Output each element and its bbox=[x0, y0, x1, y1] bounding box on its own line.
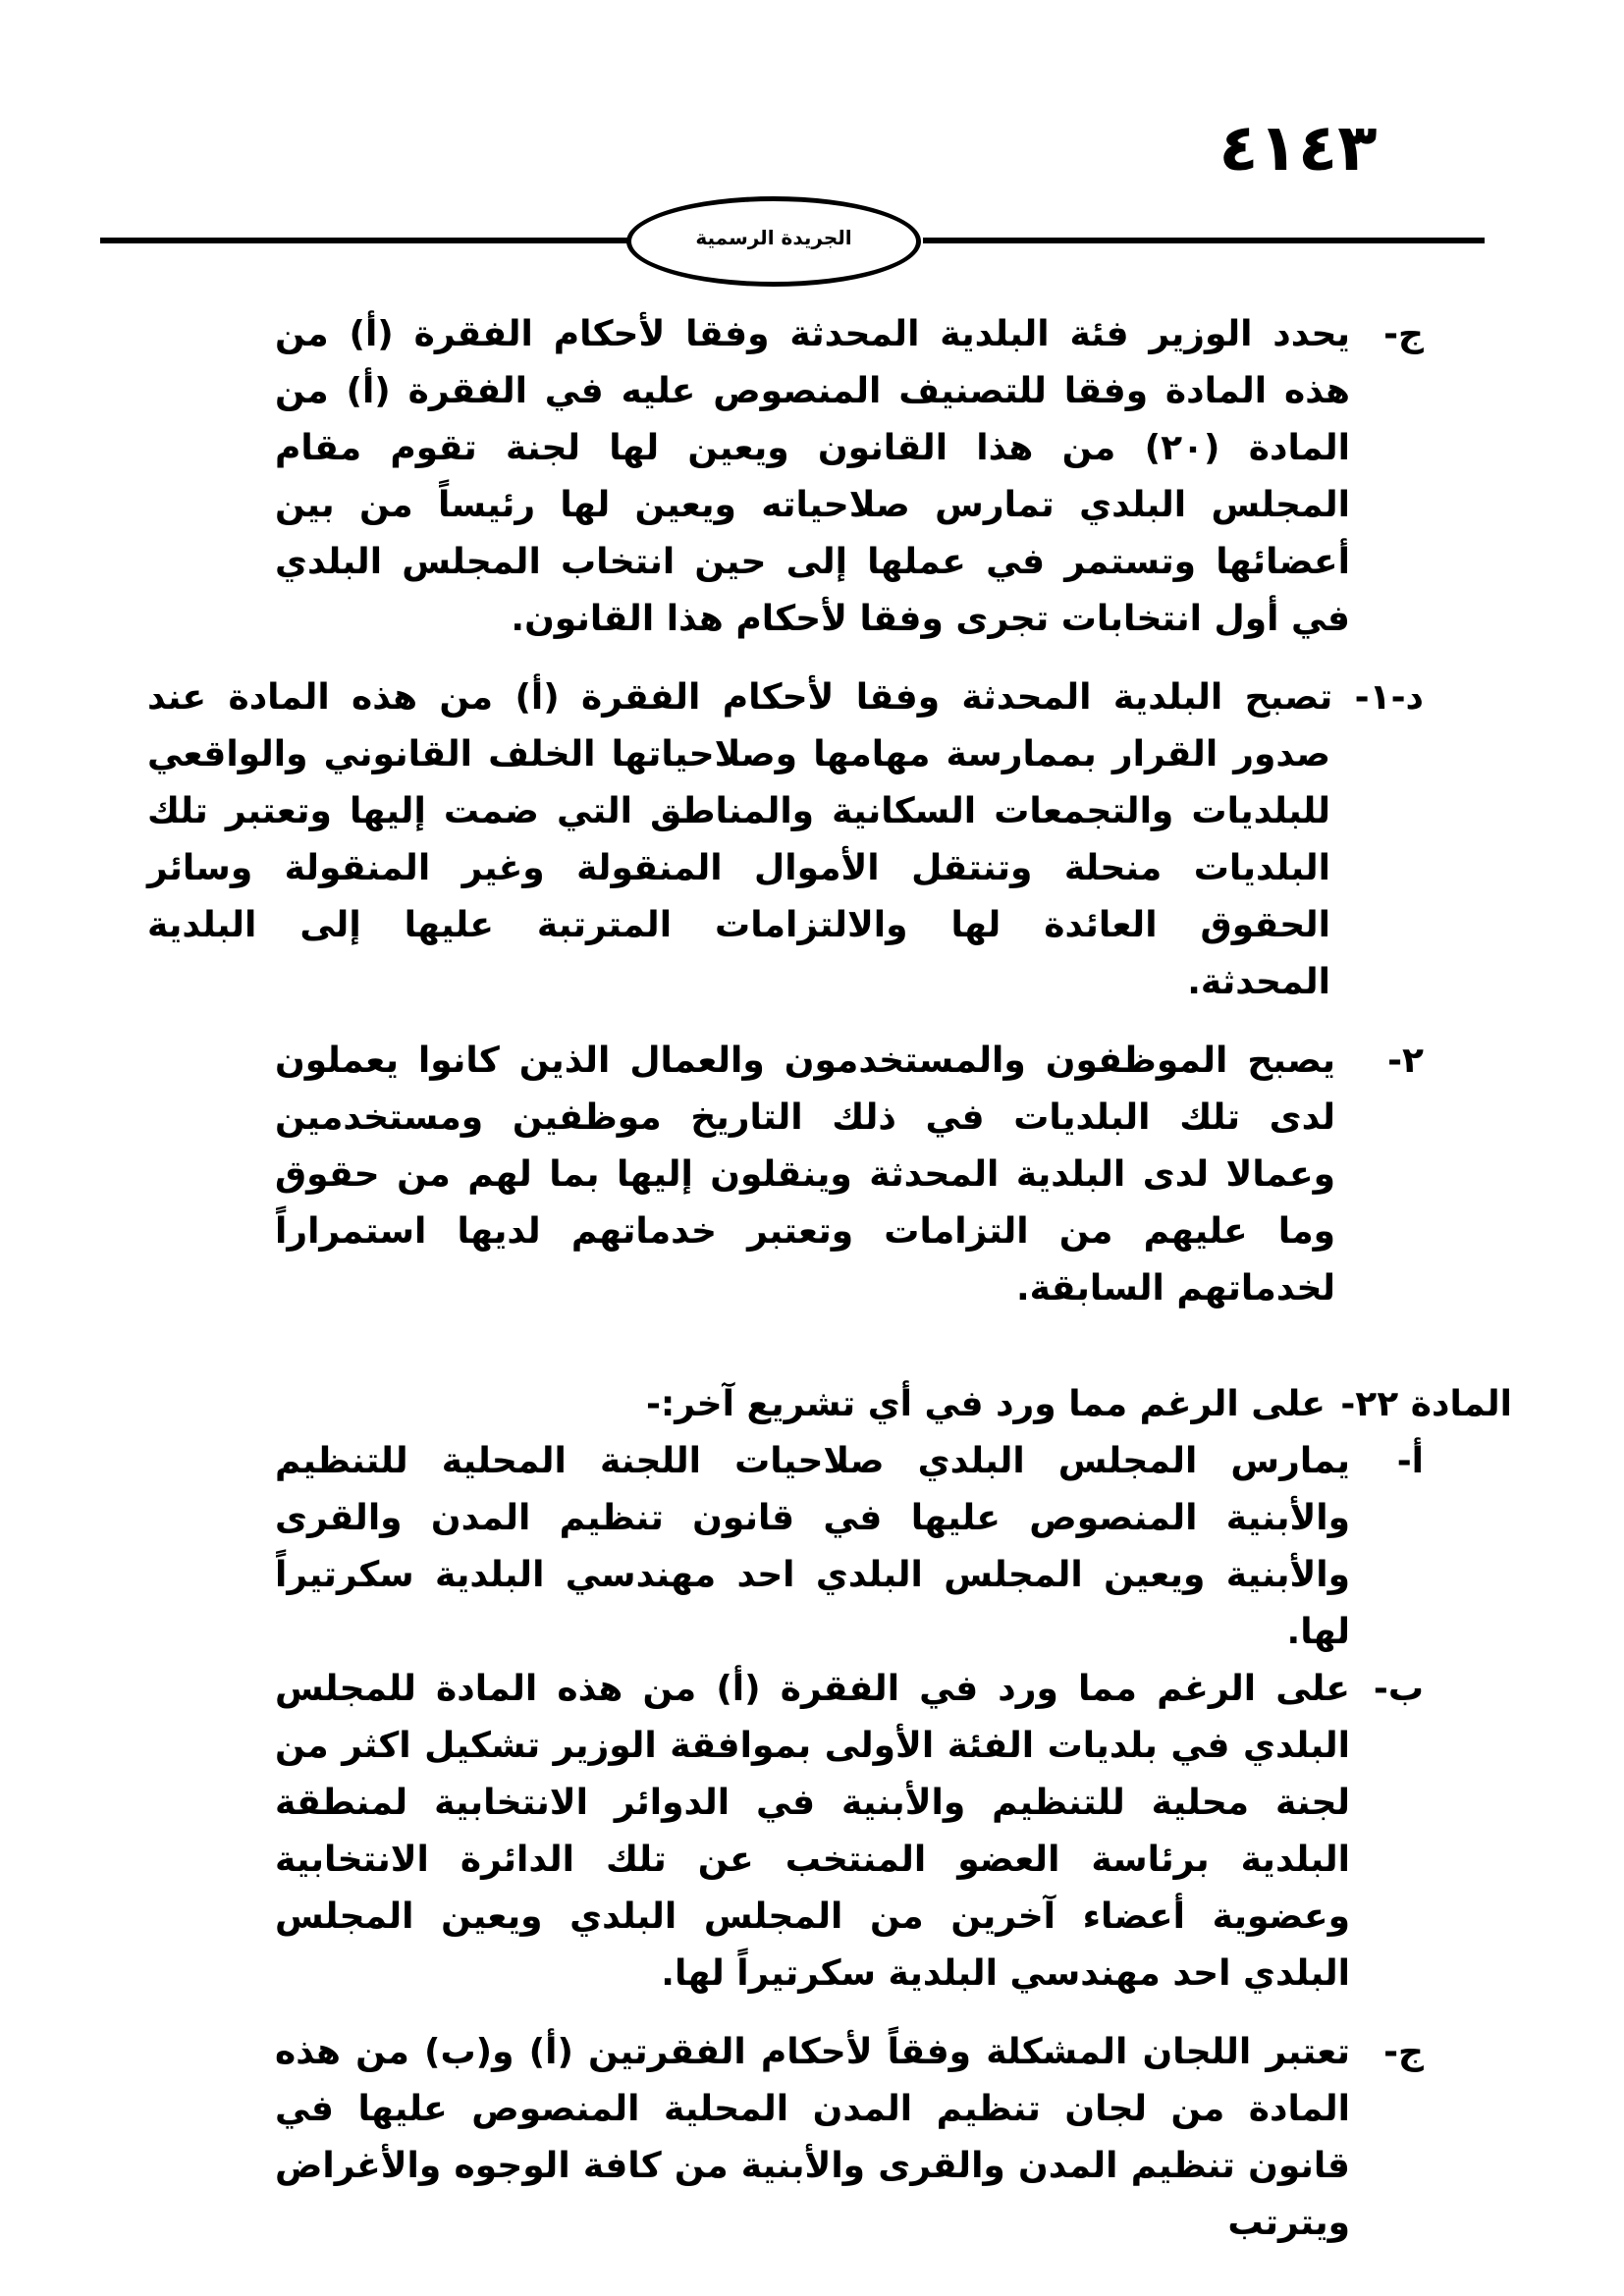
paragraph-b bbox=[147, 1661, 1424, 2002]
article-label: المادة ٢٢- bbox=[1340, 1384, 1512, 1424]
paragraph-j1 bbox=[147, 306, 1424, 648]
paragraph-a bbox=[147, 1433, 1424, 1661]
paragraph-text: على الرغم مما ورد في الفقرة (أ) من هذه المادة للمجلس البلدي في بلديات الفئة الأولى بموافقة الوزير تشكيل اكثر من لجنة محلية للتنظيم والأبنية في الدوائر الانتخابية لمنطقة البلدية برئاسة العضو المنتخب عن تلك الدائرة الانتخابية وعضوية أعضاء آخرين من المجلس البلدي ويعين المجلس البلدي احد مهندسي البلدية سكرتيراً لها. bbox=[275, 1669, 1350, 1994]
article-intro: على الرغم مما ورد في أي تشريع آخر:- bbox=[645, 1384, 1326, 1424]
paragraph-d2 bbox=[147, 1033, 1424, 1317]
paragraph-marker: ج- bbox=[1383, 314, 1424, 354]
paragraph-text: يمارس المجلس البلدي صلاحيات اللجنة المحلية للتنظيم والأبنية المنصوص عليها في قانون تنظيم المدن والقرى والأبنية ويعين المجلس البلدي احد مهندسي البلدية سكرتيراً لها. bbox=[275, 1441, 1350, 1652]
gazette-title: الجريدة الرسمية bbox=[695, 226, 852, 249]
page-number: ٤١٤٣ bbox=[1218, 110, 1378, 186]
header-rule-left bbox=[100, 238, 630, 243]
paragraph-marker: ج- bbox=[1383, 2032, 1424, 2072]
paragraph-marker: د-١- bbox=[1354, 677, 1424, 718]
paragraph-j2 bbox=[147, 2024, 1424, 2252]
paragraph-text: يحدد الوزير فئة البلدية المحدثة وفقا لأحكام الفقرة (أ) من هذه المادة وفقا للتصنيف المنصوص عليه في الفقرة (أ) من المادة (٢٠) من هذا القانون ويعين لها لجنة تقوم مقام المجلس البلدي تمارس صلاحياته ويعين لها رئيساً من بين أعضائها وتستمر في عملها إلى حين انتخاب المجلس البلدي في أول انتخابات تجرى وفقا لأحكام هذا القانون. bbox=[275, 314, 1350, 639]
paragraph-marker: ب- bbox=[1373, 1669, 1424, 1709]
header-rule-right bbox=[923, 238, 1485, 243]
paragraph-marker: ٢- bbox=[1387, 1041, 1424, 1081]
article-22-heading bbox=[147, 1376, 1512, 1433]
document-body bbox=[147, 306, 1512, 2252]
paragraph-text: تصبح البلدية المحدثة وفقا لأحكام الفقرة (أ) من هذه المادة عند صدور القرار بممارسة مهامها وصلاحياتها الخلف القانوني والواقعي للبلديات والتجمعات السكانية والمناطق التي ضمت إليها وتعتبر تلك البلديات منحلة وتنتقل الأموال المنقولة وغير المنقولة وسائر الحقوق العائدة لها والالتزامات المترتبة عليها إلى البلدية المحدثة. bbox=[147, 677, 1333, 1002]
paragraph-text: تعتبر اللجان المشكلة وفقاً لأحكام الفقرتين (أ) و(ب) من هذه المادة من لجان تنظيم المدن المحلية المنصوص عليها في قانون تنظيم المدن والقرى والأبنية من كافة الوجوه والأغراض ويترتب bbox=[275, 2032, 1350, 2243]
paragraph-d1 bbox=[147, 669, 1424, 1011]
paragraph-text-with-marker bbox=[147, 669, 1424, 1011]
paragraph-text: يصبح الموظفون والمستخدمون والعمال الذين كانوا يعملون لدى تلك البلديات في ذلك التاريخ موظفين ومستخدمين وعمالا لدى البلدية المحدثة وينقلون إليها بما لهم من حقوق وما عليهم من التزامات وتعتبر خدماتهم لديها استمراراً لخدماتهم السابقة. bbox=[275, 1041, 1335, 1308]
paragraph-marker: أ- bbox=[1396, 1441, 1424, 1481]
